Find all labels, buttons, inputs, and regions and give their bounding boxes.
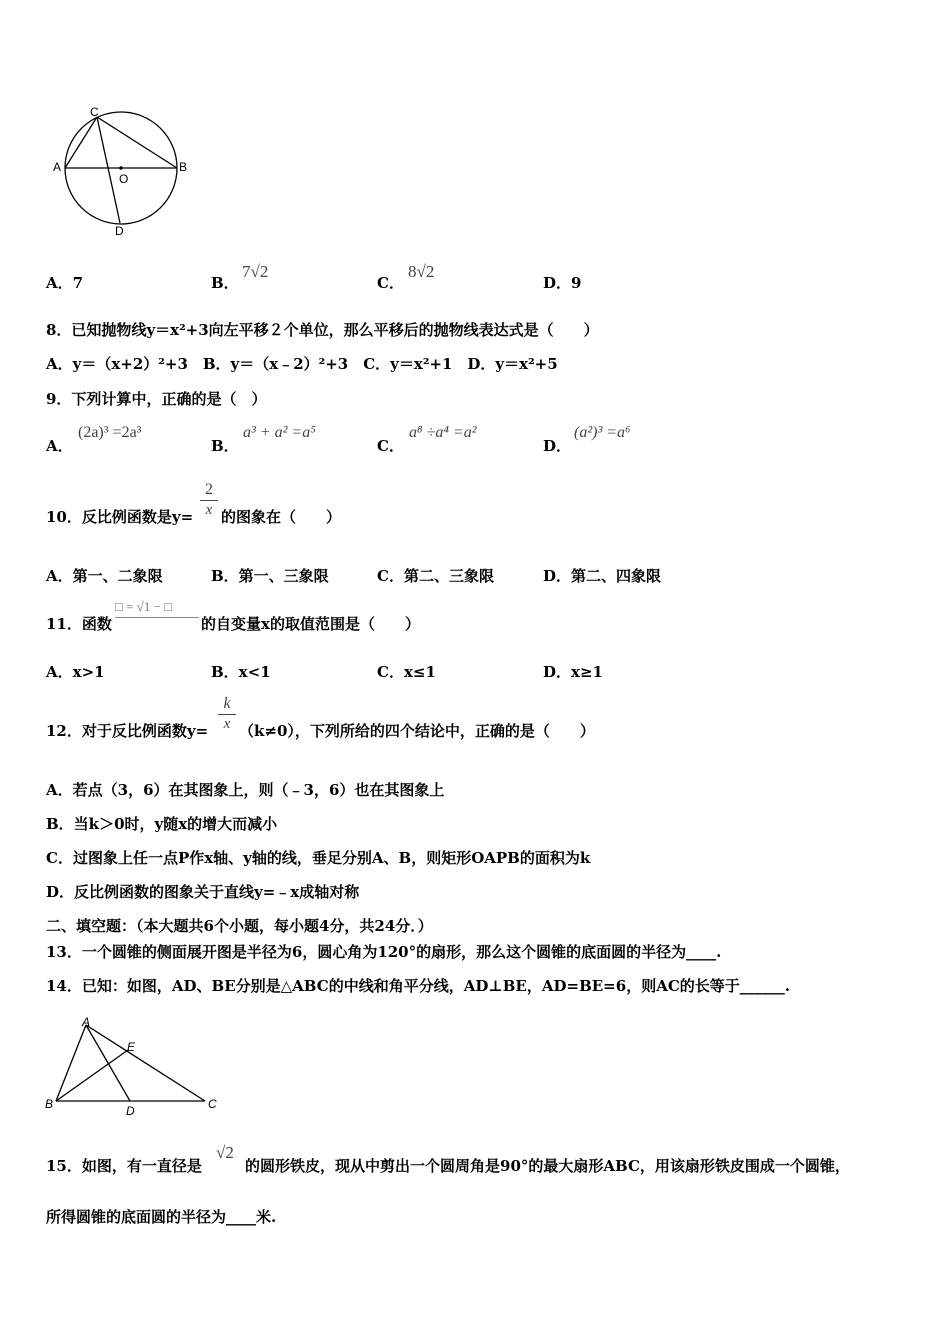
q11-formula: □ = √1 − □ (115, 599, 173, 614)
q12-frac-num: k (223, 695, 231, 712)
q8-stem: 8．已知抛物线y＝x²+3向左平移２个单位，那么平移后的抛物线表达式是（ ） (46, 321, 599, 339)
q11-option-c: C．x≤1 (377, 663, 436, 681)
q15-math: √2 (216, 1143, 234, 1162)
q15-line2: 所得圆锥的底面圆的半径为____米. (46, 1208, 277, 1226)
label-a: A (53, 160, 62, 174)
q7-option-c-math: 8√2 (408, 262, 435, 281)
q11-stem-before: 11．函数 (46, 615, 112, 633)
q10-stem-before: 10．反比例函数是y= (46, 508, 194, 526)
q7-option-a: A．7 (46, 274, 84, 292)
q10-option-b: B．第一、三象限 (211, 567, 329, 585)
q9-option-a-math: (2a)³ =2a³ (78, 424, 142, 441)
q9-option-b-prefix: B． (211, 437, 239, 455)
q7-option-b-math: 7√2 (242, 262, 269, 281)
circle-figure (40, 100, 200, 245)
q15-stem-after: 的圆形铁皮，现从中剪出一个圆周角是90°的最大扇形ABC，用该扇形铁皮围成一个圆锥， (245, 1157, 850, 1175)
q7-option-b-prefix: B． (211, 274, 239, 292)
q11-option-d: D．x≥1 (543, 663, 603, 681)
q9-option-b-math: a³ + a² =a⁵ (243, 424, 316, 441)
label-o: O (119, 172, 129, 186)
q10-option-c: C．第二、三象限 (377, 567, 494, 585)
label-b: B (179, 160, 188, 174)
chord-ca (65, 117, 97, 168)
q10-option-a: A．第一、二象限 (46, 567, 163, 585)
section-2-title: 二、填空题：（本大题共6个小题，每小题4分，共24分．） (46, 917, 433, 935)
q12-fraction (218, 694, 236, 733)
q9-option-d-prefix: D． (543, 437, 572, 455)
label-b: B (45, 1097, 54, 1111)
q12-option-d: D．反比例函数的图象关于直线y=﹣x成轴对称 (46, 883, 360, 901)
q15-stem-before: 15．如图，有一直径是 (46, 1157, 202, 1175)
bisector-be (56, 1050, 128, 1101)
q12-frac-den: x (218, 714, 236, 733)
q10-frac-den: x (200, 500, 218, 519)
label-c: C (90, 105, 99, 119)
q10-frac-num: 2 (205, 481, 213, 498)
median-ad (86, 1025, 130, 1101)
label-d: D (115, 224, 124, 238)
label-d: D (126, 1104, 135, 1118)
q12-option-c: C．过图象上任一点P作x轴、y轴的线，垂足分别A、B，则矩形OAPB的面积为k (46, 849, 591, 867)
chord-cd (97, 117, 120, 223)
q10-stem-after: 的图象在（ ） (221, 508, 342, 526)
q9-stem: 9．下列计算中，正确的是（ ） (46, 390, 267, 408)
q7-option-c-prefix: C． (377, 274, 404, 292)
label-a: A (82, 1015, 91, 1029)
center-point (119, 166, 123, 170)
q11-option-b: B．x<1 (211, 663, 271, 681)
chord-cb (97, 117, 177, 168)
side-ac (86, 1025, 205, 1101)
q12-stem-before: 12．对于反比例函数y= (46, 722, 209, 740)
q10-option-d: D．第二、四象限 (543, 567, 662, 585)
q9-option-a-prefix: A． (46, 437, 73, 455)
q9-option-c-prefix: C． (377, 437, 404, 455)
triangle-figure (40, 1015, 225, 1120)
q12-option-a: A．若点（3，6）在其图象上，则（﹣3，6）也在其图象上 (46, 781, 445, 799)
q9-option-d-math: (a²)³ =a⁶ (574, 424, 631, 441)
q11-stem-after: 的自变量x的取值范围是（ ） (201, 615, 420, 633)
q11-formula-underline (115, 617, 199, 618)
q10-fraction (200, 480, 218, 519)
label-e: E (127, 1040, 136, 1054)
q8-options: A．y＝（x+2）²+3 B．y＝（x﹣2）²+3 C．y＝x²+1 D．y＝x²+5 (46, 355, 558, 373)
q11-option-a: A．x>1 (46, 663, 105, 681)
q12-option-b: B．当k＞0时，y随x的增大而减小 (46, 815, 278, 833)
q7-option-d: D．9 (543, 274, 582, 292)
q12-stem-after: （k≠0），下列所给的四个结论中，正确的是（ ） (239, 722, 595, 740)
label-c: C (208, 1097, 217, 1111)
q14-stem: 14．已知：如图，AD、BE分别是△ABC的中线和角平分线，AD⊥BE，AD=BE=6，则AC的长等于______. (46, 977, 790, 995)
q13-stem: 13．一个圆锥的侧面展开图是半径为6，圆心角为120°的扇形，那么这个圆锥的底面圆的半径为____. (46, 943, 722, 961)
q9-option-c-math: a⁸ ÷a⁴ =a² (409, 424, 477, 441)
